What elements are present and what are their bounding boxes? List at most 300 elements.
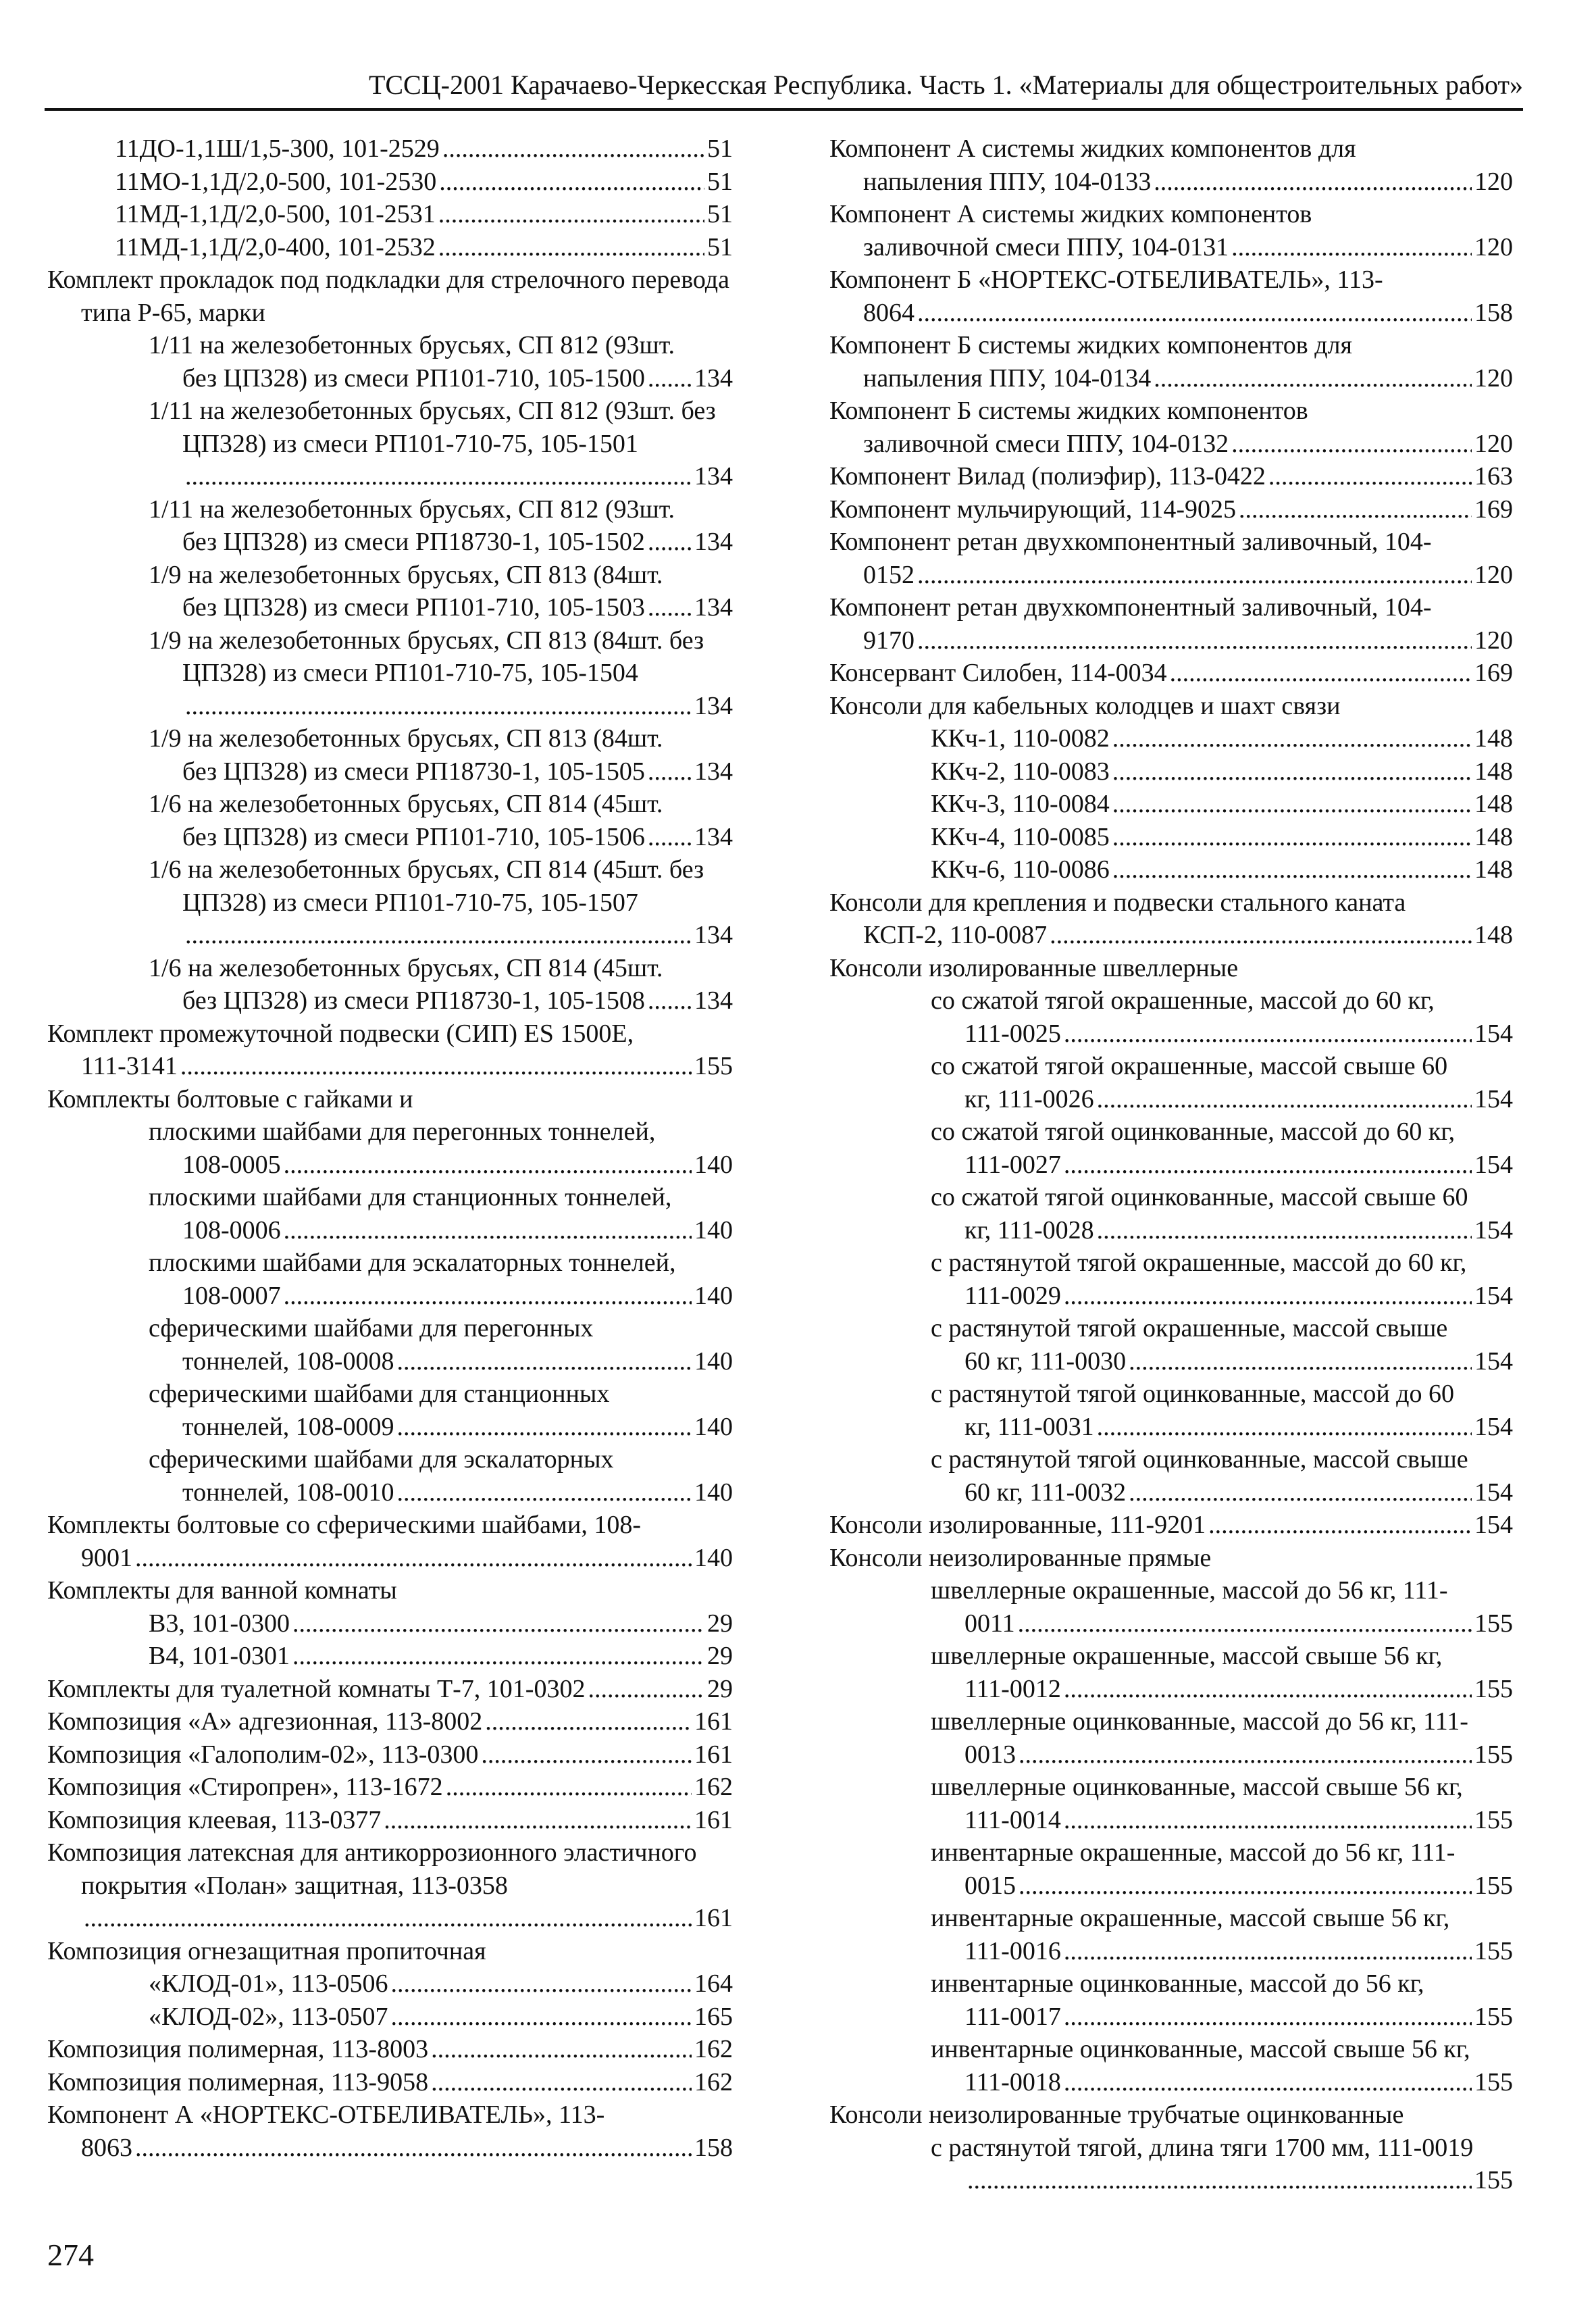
index-entry-text: со сжатой тягой оцинкованные, массой свыше 60	[931, 1183, 1468, 1211]
dot-leader	[648, 755, 692, 788]
index-entry-page: 155	[694, 1052, 733, 1080]
index-entry	[829, 821, 1513, 854]
index-entry-page: 148	[1474, 757, 1513, 786]
index-entry-page: 140	[694, 1478, 733, 1507]
index-entry-text: Комплект прокладок под подкладки для стрелочного перевода типа Р-65, марки	[47, 266, 730, 327]
index-entry-line	[931, 1804, 1513, 1837]
index-entry-line	[149, 591, 733, 624]
index-entry-line	[931, 2001, 1513, 2034]
dot-leader	[431, 2033, 692, 2066]
dot-leader	[396, 1411, 692, 1444]
dot-leader	[1154, 166, 1472, 199]
index-entry	[829, 1509, 1513, 1542]
index-entry-text: Компонент ретан двухкомпонентный заливочный, 104-	[829, 593, 1432, 622]
index-entry-code: ККч-3, 110-0084	[931, 790, 1110, 818]
index-entry-line	[149, 821, 733, 854]
index-entry-code: «КЛОД-01», 113-0506	[149, 1969, 388, 1998]
index-entry-line	[149, 755, 733, 788]
index-entry	[47, 1017, 733, 1083]
index-entry-line	[931, 1869, 1513, 1903]
index-entry-text: Комплекты болтовые с гайками и	[47, 1084, 413, 1113]
index-entry-line	[47, 2033, 733, 2066]
index-entry-page: 154	[1474, 1019, 1513, 1048]
index-entry-text: с растянутой тягой оцинкованные, массой свыше	[931, 1445, 1468, 1474]
index-entry-code: 0013	[964, 1740, 1016, 1769]
index-entry-line	[829, 1509, 1513, 1542]
index-entry-line	[47, 1738, 733, 1771]
index-entry-code: 111-0016	[964, 1936, 1061, 1965]
index-entry	[47, 1115, 733, 1181]
index-entry-page: 140	[694, 1215, 733, 1244]
index-entry	[47, 559, 733, 624]
index-entry-code: без ЦП328) из смеси РП18730-1, 105-1502	[182, 528, 645, 556]
index-entry-page: 162	[694, 1773, 733, 1801]
index-entry-text: Консоли изолированные швеллерные	[829, 953, 1239, 982]
dot-leader	[1208, 1509, 1472, 1542]
index-entry	[47, 2001, 733, 2034]
index-entry-code: 111-0017	[964, 2002, 1061, 2031]
index-entry-code: Компонент мульчирующий, 114-9025	[829, 495, 1237, 524]
index-entry-page: 120	[1474, 363, 1513, 393]
index-entry	[47, 1247, 733, 1312]
index-entry-page: 154	[1474, 1478, 1513, 1507]
index-entry-line	[829, 460, 1513, 493]
index-entry-text: сферическими шайбами для перегонных	[149, 1314, 594, 1342]
index-entry-line	[149, 690, 733, 723]
index-entry-code: тоннелей, 108-0010	[182, 1478, 394, 1507]
index-entry-line	[149, 1214, 733, 1247]
index-entry	[829, 132, 1513, 198]
index-entry-text: со сжатой тягой окрашенные, массой до 60 кг,	[931, 986, 1435, 1015]
index-entry-page: 134	[694, 462, 733, 491]
index-entry-code: 108-0007	[182, 1281, 281, 1310]
index-entry-text: инвентарные окрашенные, массой свыше 56 кг,	[931, 1904, 1450, 1932]
dot-leader	[1064, 1149, 1472, 1182]
index-entry	[47, 1804, 733, 1837]
dot-leader	[135, 2132, 692, 2165]
index-entry	[829, 1378, 1513, 1443]
index-entry-line	[931, 2164, 1513, 2197]
index-entry-text: со сжатой тягой окрашенные, массой свыше 60	[931, 1052, 1448, 1080]
index-entry-line	[931, 1083, 1513, 1116]
index-entry-page: 120	[1474, 429, 1513, 458]
index-entry-line	[931, 1935, 1513, 1968]
dot-leader	[396, 1476, 692, 1509]
index-entry-page: 169	[1474, 495, 1513, 524]
dot-leader	[648, 362, 692, 395]
index-entry-text: Компонент А системы жидких компонентов для	[829, 134, 1356, 163]
index-entry-page: 140	[694, 1412, 733, 1441]
index-entry-code: 0152	[863, 560, 915, 589]
index-entry-line	[149, 1345, 733, 1378]
dot-leader	[1231, 428, 1472, 461]
index-entry-line	[47, 2132, 733, 2165]
index-entry-text: Компонент А «НОРТЕКС-ОТБЕЛИВАТЕЛЬ», 113-	[47, 2101, 605, 2129]
index-entry-page: 155	[1474, 2002, 1513, 2031]
dot-leader	[439, 166, 704, 199]
index-entry	[47, 1312, 733, 1378]
index-entry-text: инвентарные оцинкованные, массой свыше 56 кг,	[931, 2035, 1470, 2063]
dot-leader	[1064, 1280, 1472, 1313]
index-entry-line	[115, 166, 733, 199]
index-entry-line	[47, 1705, 733, 1738]
index-entry-code: Консервант Силобен, 114-0034	[829, 659, 1167, 687]
index-entry-code: В4, 101-0301	[149, 1642, 290, 1670]
index-entry	[47, 1509, 733, 1574]
index-entry-line	[115, 132, 733, 166]
dot-leader	[1170, 657, 1472, 690]
index-entry-page: 51	[707, 200, 733, 228]
index-entry-page: 155	[1474, 1936, 1513, 1965]
header-title: ТССЦ-2001 Карачаево-Черкесская Республика. Часть 1. «Материалы для общестроительных работ»	[368, 70, 1523, 100]
index-entry-code: 111-3141	[81, 1052, 178, 1080]
index-entry	[829, 886, 1513, 952]
index-entry-line	[931, 2066, 1513, 2099]
dot-leader	[1097, 1411, 1472, 1444]
index-entry-page: 134	[694, 822, 733, 851]
index-entry-code: 111-0014	[964, 1805, 1061, 1834]
dot-leader	[284, 1214, 692, 1247]
index-entry	[829, 395, 1513, 460]
index-entry-page: 134	[694, 691, 733, 720]
index-entry	[47, 624, 733, 723]
index-entry	[829, 1836, 1513, 1902]
index-entry-code: Компонент Вилад (полиэфир), 113-0422	[829, 462, 1266, 491]
index-entry-page: 140	[694, 1281, 733, 1310]
dot-leader	[1097, 1083, 1472, 1116]
index-entry-page: 148	[1474, 921, 1513, 949]
index-entry	[47, 1083, 733, 1116]
dot-leader	[481, 1738, 692, 1771]
dot-leader	[1019, 1869, 1472, 1903]
index-entry-text: сферическими шайбами для эскалаторных	[149, 1445, 614, 1474]
index-entry	[829, 1312, 1513, 1378]
index-entry	[829, 1181, 1513, 1247]
dot-leader	[1018, 1607, 1472, 1640]
index-entry-code: 8063	[81, 2133, 132, 2162]
dot-leader	[485, 1705, 692, 1738]
index-entry-code: Композиция «Галополим-02», 113-0300	[47, 1740, 479, 1769]
index-entry-line	[149, 1967, 733, 2001]
index-entry	[829, 1902, 1513, 1967]
index-entry-page: 155	[1474, 1871, 1513, 1900]
dot-leader	[1064, 2066, 1472, 2099]
index-entry-line	[115, 198, 733, 231]
index-entry-page: 29	[707, 1609, 733, 1638]
dot-leader	[1112, 755, 1472, 788]
index-entry	[829, 853, 1513, 886]
index-entry-line	[829, 166, 1513, 199]
index-entry	[47, 198, 733, 231]
index-entry-line	[149, 1607, 733, 1640]
index-entry-page: 134	[694, 593, 733, 622]
index-entry-text: 1/9 на железобетонных брусьях, СП 813 (84шт.	[149, 560, 663, 589]
index-entry-page: 162	[694, 2067, 733, 2096]
dot-leader	[1097, 1214, 1472, 1247]
index-entry-page: 154	[1474, 1347, 1513, 1376]
dot-leader	[1064, 2001, 1472, 2034]
index-entry-code: заливочной смеси ППУ, 104-0131	[863, 232, 1229, 261]
index-entry-page: 140	[694, 1543, 733, 1572]
index-column-left	[47, 132, 733, 2164]
dot-leader	[1112, 722, 1472, 755]
index-entry-page: 165	[694, 2002, 733, 2031]
index-entry-code: тоннелей, 108-0008	[182, 1347, 394, 1376]
index-entry-text: Комплекты для ванной комнаты	[47, 1576, 397, 1605]
index-entry-text: плоскими шайбами для перегонных тоннелей,	[149, 1117, 656, 1146]
index-entry-text: Композиция огнезащитная пропиточная	[47, 1936, 486, 1965]
index-entry-text: Компонент Б системы жидких компонентов для	[829, 331, 1352, 359]
index-entry-code: 11ДО-1,1Ш/1,5-300, 101-2529	[115, 134, 440, 163]
index-entry-page: 134	[694, 757, 733, 786]
index-entry	[829, 591, 1513, 657]
dot-leader	[917, 624, 1472, 657]
index-entry-text: швеллерные окрашенные, массой до 56 кг, 111-	[931, 1576, 1448, 1605]
dot-leader	[438, 198, 704, 231]
index-entry	[47, 2066, 733, 2099]
index-entry	[47, 1771, 733, 1804]
index-entry-code: 60 кг, 111-0030	[964, 1347, 1127, 1376]
index-entry-text: Компонент Б «НОРТЕКС-ОТБЕЛИВАТЕЛЬ», 113-	[829, 266, 1383, 294]
index-entry-code: Комплекты для туалетной комнаты Т-7, 101-0302	[47, 1674, 586, 1703]
index-entry-page: 148	[1474, 855, 1513, 884]
index-entry-text: с растянутой тягой окрашенные, массой свыше	[931, 1314, 1448, 1342]
index-entry	[47, 1935, 733, 1968]
dot-leader	[1064, 1935, 1472, 1968]
index-entry	[47, 722, 733, 788]
index-entry-line	[829, 428, 1513, 461]
index-entry-text: швеллерные оцинкованные, массой свыше 56 кг,	[931, 1773, 1463, 1801]
index-entry-code: без ЦП328) из смеси РП101-710, 105-1503	[182, 593, 645, 622]
dot-leader	[1050, 919, 1472, 952]
index-entry	[829, 788, 1513, 821]
index-entry-text: Комплекты болтовые со сферическими шайбами, 108-	[47, 1511, 641, 1539]
index-entry	[47, 1673, 733, 1706]
dot-leader	[1064, 1017, 1472, 1051]
dot-leader	[442, 132, 704, 166]
index-entry-text: 1/11 на железобетонных брусьях, СП 812 (93шт.	[149, 331, 675, 359]
index-entry	[47, 166, 733, 199]
dot-leader	[1112, 853, 1472, 886]
index-entry-line	[149, 460, 733, 493]
index-entry-page: 51	[707, 232, 733, 261]
index-entry-code: напыления ППУ, 104-0134	[863, 363, 1152, 393]
index-entry-line	[931, 755, 1513, 788]
running-header	[45, 65, 1523, 111]
index-entry-code: Композиция полимерная, 113-8003	[47, 2035, 429, 2063]
index-entry-code: ККч-4, 110-0085	[931, 822, 1110, 851]
index-entry-page: 120	[1474, 626, 1513, 655]
index-entry	[829, 263, 1513, 329]
index-entry-line	[829, 297, 1513, 330]
index-entry-text: 1/6 на железобетонных брусьях, СП 814 (45шт. без ЦП328) из смеси РП101-710-75, 105-1507	[149, 855, 704, 917]
index-entry-line	[47, 2066, 733, 2099]
index-entry-text: 1/6 на железобетонных брусьях, СП 814 (45шт.	[149, 790, 663, 818]
index-entry-page: 155	[1474, 2067, 1513, 2096]
index-entry-line	[829, 493, 1513, 526]
dot-leader	[292, 1607, 704, 1640]
index-entry-code: без ЦП328) из смеси РП18730-1, 105-1508	[182, 986, 645, 1015]
index-entry-page: 161	[694, 1805, 733, 1834]
index-entry	[829, 1443, 1513, 1509]
index-entry-line	[829, 624, 1513, 657]
index-entry-line	[931, 853, 1513, 886]
index-entry-code: 60 кг, 111-0032	[964, 1478, 1127, 1507]
index-entry-text: плоскими шайбами для эскалаторных тоннелей,	[149, 1249, 676, 1277]
index-entry-text: 1/9 на железобетонных брусьях, СП 813 (84шт. без ЦП328) из смеси РП101-710-75, 105-1504	[149, 626, 704, 687]
index-entry	[829, 722, 1513, 755]
index-entry-page: 163	[1474, 462, 1513, 491]
index-entry-code: 11МД-1,1Д/2,0-400, 101-2532	[115, 232, 436, 261]
dot-leader	[284, 1149, 692, 1182]
dot-leader	[1129, 1345, 1472, 1378]
index-entry	[829, 2033, 1513, 2098]
index-entry	[47, 329, 733, 395]
index-entry-code: 111-0027	[964, 1150, 1061, 1179]
index-entry	[829, 329, 1513, 395]
dot-leader	[391, 1967, 692, 2001]
index-entry-page: 154	[1474, 1150, 1513, 1179]
index-entry-code: 9001	[81, 1543, 132, 1572]
index-entry-page: 120	[1474, 232, 1513, 261]
dot-leader	[180, 1050, 692, 1083]
index-entry-line	[149, 1280, 733, 1313]
index-entry-page: 161	[694, 1904, 733, 1932]
dot-leader	[431, 2066, 692, 2099]
index-entry	[47, 132, 733, 166]
index-entry-line	[931, 821, 1513, 854]
page-number: 274	[47, 2238, 94, 2272]
index-entry-code: Композиция клеевая, 113-0377	[47, 1805, 382, 1834]
index-entry	[47, 788, 733, 853]
index-entry	[829, 2132, 1513, 2197]
index-entry-line	[149, 1640, 733, 1673]
index-entry	[47, 1574, 733, 1607]
index-entry-code: ККч-6, 110-0086	[931, 855, 1110, 884]
dot-leader	[284, 1280, 692, 1313]
index-entry-line	[931, 1017, 1513, 1051]
index-entry-text: с растянутой тягой оцинкованные, массой до 60	[931, 1380, 1454, 1408]
dot-leader	[917, 559, 1472, 592]
index-entry	[829, 755, 1513, 788]
index-entry-line	[829, 362, 1513, 395]
index-entry	[47, 853, 733, 952]
index-entry-line	[931, 1345, 1513, 1378]
index-entry-text: швеллерные окрашенные, массой свыше 56 кг,	[931, 1642, 1443, 1670]
index-entry	[829, 1115, 1513, 1181]
index-entry-page: 148	[1474, 822, 1513, 851]
index-entry-code: «КЛОД-02», 113-0507	[149, 2002, 388, 2031]
index-entry-page: 120	[1474, 560, 1513, 589]
index-entry-page: 158	[694, 2133, 733, 2162]
index-entry-line	[931, 1149, 1513, 1182]
index-entry-line	[149, 362, 733, 395]
index-entry	[47, 1443, 733, 1509]
index-entry-code: В3, 101-0300	[149, 1609, 290, 1638]
index-entry-text: Консоли для крепления и подвески стального каната	[829, 888, 1406, 917]
dot-leader	[396, 1345, 692, 1378]
index-entry-line	[931, 788, 1513, 821]
index-entry	[47, 1738, 733, 1771]
index-column-right	[829, 132, 1513, 2197]
index-entry-page: 29	[707, 1642, 733, 1670]
index-entry-text: 1/11 на железобетонных брусьях, СП 812 (93шт. без ЦП328) из смеси РП101-710-75, 105-1501	[149, 397, 716, 458]
index-entry-text: 1/9 на железобетонных брусьях, СП 813 (84шт.	[149, 724, 663, 753]
index-entry-page: 164	[694, 1969, 733, 1998]
index-entry-code: 0011	[964, 1609, 1015, 1638]
index-entry-text: Консоли неизолированные прямые	[829, 1543, 1212, 1572]
index-entry-text: Консоли неизолированные трубчатые оцинкованные	[829, 2101, 1404, 2129]
index-entry-line	[47, 1673, 733, 1706]
index-entry-code: 111-0029	[964, 1281, 1061, 1310]
index-entry-text: Композиция латексная для антикоррозионного эластичного покрытия «Полан» защитная, 113-0358	[47, 1838, 697, 1900]
index-entry-page: 154	[1474, 1084, 1513, 1113]
index-entry-text: 1/11 на железобетонных брусьях, СП 812 (93шт.	[149, 495, 675, 524]
index-entry-line	[47, 1771, 733, 1804]
index-entry-line	[149, 526, 733, 559]
dot-leader	[135, 1542, 692, 1575]
index-entry-page: 134	[694, 363, 733, 393]
index-entry-line	[149, 2001, 733, 2034]
index-entry-page: 158	[1474, 298, 1513, 327]
dot-leader	[185, 460, 692, 493]
index-entry-page: 134	[694, 986, 733, 1015]
index-entry	[829, 1967, 1513, 2033]
index-entry-text: со сжатой тягой оцинкованные, массой до 60 кг,	[931, 1117, 1456, 1146]
index-entry-code: 108-0005	[182, 1150, 281, 1179]
index-entry	[47, 952, 733, 1017]
index-entry	[47, 395, 733, 493]
index-entry-code: напыления ППУ, 104-0133	[863, 167, 1152, 196]
index-entry-line	[47, 1542, 733, 1575]
index-entry-page: 148	[1474, 790, 1513, 818]
dot-leader	[1112, 788, 1472, 821]
index-entry	[47, 263, 733, 329]
index-entry	[829, 657, 1513, 690]
index-entry-page: 154	[1474, 1511, 1513, 1539]
index-entry-text: Компонент Б системы жидких компонентов	[829, 397, 1308, 425]
index-entry-code: 9170	[863, 626, 915, 655]
dot-leader	[588, 1673, 704, 1706]
dot-leader	[384, 1804, 692, 1837]
index-entry-text: швеллерные оцинкованные, массой до 56 кг, 111-	[931, 1707, 1468, 1736]
index-entry-page: 161	[694, 1707, 733, 1736]
dot-leader	[967, 2164, 1472, 2197]
index-entry-line	[829, 919, 1513, 952]
index-entry	[829, 2098, 1513, 2132]
index-entry	[47, 2098, 733, 2164]
index-entry-line	[931, 1607, 1513, 1640]
dot-leader	[185, 919, 692, 952]
index-entry-page: 155	[1474, 1805, 1513, 1834]
index-entry-code: без ЦП328) из смеси РП18730-1, 105-1505	[182, 757, 645, 786]
index-entry-text: сферическими шайбами для станционных	[149, 1380, 610, 1408]
index-entry-line	[931, 1738, 1513, 1771]
index-entry-code: 108-0006	[182, 1215, 281, 1244]
dot-leader	[1064, 1804, 1472, 1837]
index-entry-page: 155	[1474, 1740, 1513, 1769]
index-entry	[829, 1640, 1513, 1705]
index-entry-text: 1/6 на железобетонных брусьях, СП 814 (45шт.	[149, 953, 663, 982]
index-entry-code: кг, 111-0028	[964, 1215, 1094, 1244]
index-entry-page: 154	[1474, 1281, 1513, 1310]
index-entry-line	[931, 1476, 1513, 1509]
index-entry	[829, 493, 1513, 526]
index-entry-text: Компонент А системы жидких компонентов	[829, 200, 1312, 228]
index-entry-line	[115, 231, 733, 264]
index-entry-line	[149, 1149, 733, 1182]
index-entry-line	[931, 1280, 1513, 1313]
